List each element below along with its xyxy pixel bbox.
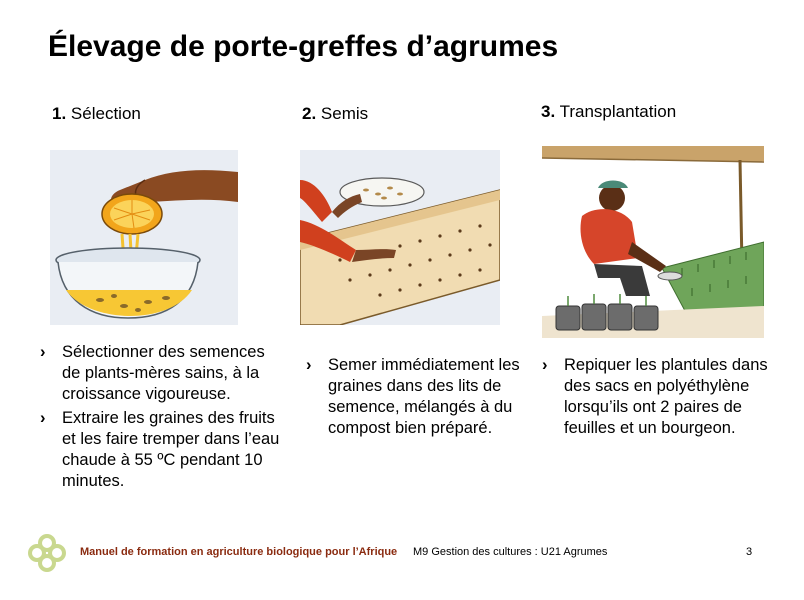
- step-1-bullet-list: [40, 342, 280, 495]
- list-item: [542, 355, 782, 439]
- step-1-heading: [52, 104, 141, 124]
- juicing-orange-seeds-illustration: [50, 150, 238, 325]
- transplanting-seedlings-illustration: [542, 146, 764, 338]
- bullet-text: Semer immédiatement les graines dans des lits de semence, mélangés à du compost bien préparé.: [328, 356, 520, 437]
- step-3-title: Transplantation: [559, 102, 677, 121]
- step-2-number: 2.: [302, 104, 317, 123]
- footer-module-label: M9 Gestion des cultures : U21 Agrumes: [413, 546, 608, 558]
- step-2-title: Semis: [320, 104, 369, 123]
- chevron-right-icon: ›: [306, 356, 312, 374]
- step-2-heading: [302, 104, 368, 124]
- chevron-right-icon: ›: [40, 343, 46, 361]
- step-3-heading: [541, 102, 676, 122]
- step-3-number: 3.: [541, 102, 556, 121]
- step-2-bullet-list: [306, 355, 522, 442]
- step-1-number: 1.: [52, 104, 67, 123]
- list-item: [306, 355, 522, 439]
- page-number: 3: [746, 546, 753, 558]
- list-item: [40, 408, 280, 492]
- page-title: Élevage de porte-greffes d’agrumes: [48, 30, 559, 63]
- step-3-bullet-list: [542, 355, 782, 442]
- bullet-text: Sélectionner des semences de plants-mères sains, à la croissance vigoureuse.: [62, 343, 265, 403]
- chevron-right-icon: ›: [542, 356, 548, 374]
- sowing-seeds-illustration: [300, 150, 500, 325]
- step-1-title: Sélection: [70, 104, 141, 123]
- chevron-right-icon: ›: [40, 409, 46, 427]
- list-item: [40, 342, 280, 405]
- bullet-text: Extraire les graines des fruits et les faire tremper dans l’eau chaude à 55 ºC pendant 10 minutes.: [62, 409, 280, 490]
- bullet-text: Repiquer les plantules dans des sacs en polyéthylène lorsqu’ils ont 2 paires de feuilles et un bourgeon.: [564, 356, 768, 437]
- knot-logo-icon: [26, 532, 68, 574]
- footer-manual-title: Manuel de formation en agriculture biologique pour l’Afrique: [80, 546, 398, 558]
